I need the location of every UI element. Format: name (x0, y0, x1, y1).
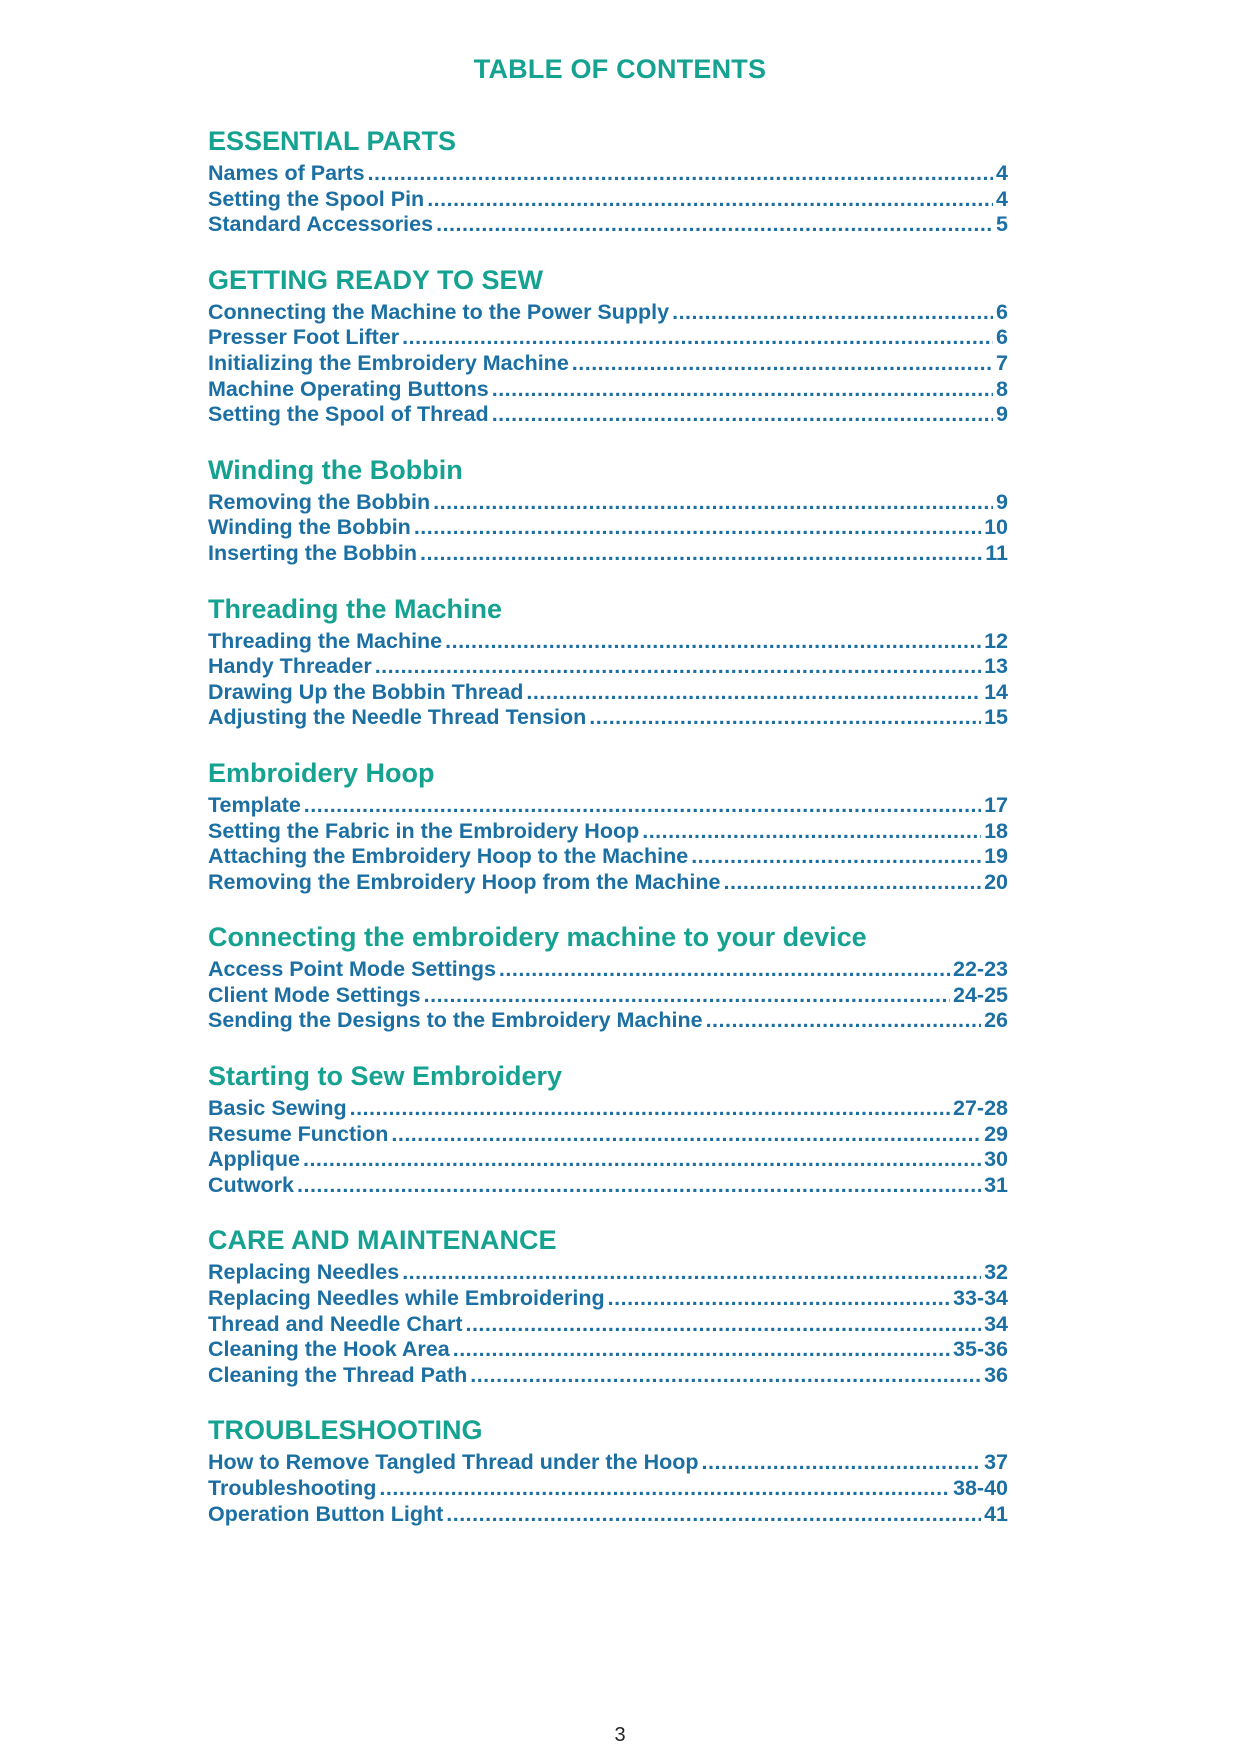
entry-page-number: 11 (985, 540, 1008, 565)
toc-entry[interactable] (208, 325, 1008, 351)
entry-page-number: 33-34 (953, 1286, 1008, 1311)
toc-entry[interactable] (208, 819, 1008, 845)
entry-title: Threading the Machine (208, 628, 443, 653)
entry-title: Adjusting the Needle Thread Tension (208, 705, 587, 730)
entry-page-number: 15 (984, 705, 1008, 730)
dot-leader (436, 212, 993, 237)
entry-title: Troubleshooting (208, 1476, 377, 1500)
section-heading: GETTING READY TO SEW (208, 264, 544, 295)
dot-leader (402, 1260, 981, 1285)
dot-leader (492, 402, 993, 427)
toc-entry[interactable] (208, 300, 1008, 326)
entry-title: Basic Sewing (208, 1096, 347, 1121)
entry-title: Resume Function (208, 1121, 389, 1146)
entry-title: Machine Operating Buttons (208, 376, 489, 401)
dot-leader (297, 1173, 981, 1198)
entry-title: Cleaning the Hook Area (208, 1337, 450, 1362)
entry-title: Connecting the Machine to the Power Supply (208, 299, 670, 324)
toc-entry[interactable] (208, 1260, 1008, 1286)
section-heading: Winding the Bobbin (208, 454, 463, 485)
toc-entry[interactable] (208, 1173, 1008, 1199)
toc-section-embroidery-hoop (208, 756, 1008, 895)
toc-entry[interactable] (208, 870, 1008, 896)
entry-page-number: 26 (984, 1008, 1008, 1033)
entry-title: Presser Foot Lifter (208, 325, 400, 350)
entry-page-number: 36 (984, 1362, 1008, 1387)
section-heading: ESSENTIAL PARTS (208, 126, 457, 156)
entry-page-number: 34 (984, 1311, 1008, 1336)
dot-leader (445, 629, 981, 654)
entry-title: Winding the Bobbin (208, 515, 411, 540)
entry-title: Names of Parts (208, 161, 365, 185)
toc-section-threading (208, 592, 1008, 731)
dot-leader (642, 819, 981, 844)
dot-leader (420, 541, 982, 566)
entry-page-number: 13 (984, 654, 1008, 679)
toc-entry[interactable] (208, 1008, 1008, 1034)
dot-leader (572, 351, 993, 376)
entry-title: Cleaning the Thread Path (208, 1362, 468, 1387)
toc-entry[interactable] (208, 705, 1008, 731)
entry-page-number: 30 (984, 1147, 1008, 1172)
dot-leader (304, 793, 981, 818)
section-heading: Threading the Machine (208, 593, 503, 624)
dot-leader (379, 1476, 950, 1501)
entry-page-number: 19 (984, 844, 1008, 869)
dot-leader (391, 1122, 981, 1147)
toc-entry[interactable] (208, 541, 1008, 567)
dot-leader (702, 1450, 982, 1475)
toc-entry[interactable] (208, 351, 1008, 377)
toc-section-getting-ready (208, 263, 1008, 428)
entry-page-number: 14 (984, 679, 1008, 704)
toc-entry[interactable] (208, 1476, 1008, 1502)
section-heading: Embroidery Hoop (208, 757, 435, 788)
entry-page-number: 9 (996, 402, 1008, 427)
toc-entry[interactable] (208, 680, 1008, 706)
toc-entry[interactable] (208, 957, 1008, 983)
dot-leader (723, 870, 981, 895)
dot-leader (526, 680, 981, 705)
toc-entry[interactable] (208, 402, 1008, 428)
entry-title: Replacing Needles while Embroidering (208, 1286, 605, 1311)
page-title: TABLE OF CONTENTS (473, 54, 767, 84)
dot-leader (499, 957, 950, 982)
entry-page-number: 12 (984, 628, 1008, 653)
toc-entry[interactable] (208, 793, 1008, 819)
entry-page-number: 7 (996, 350, 1008, 375)
dot-leader (414, 515, 981, 540)
entry-title: How to Remove Tangled Thread under the Hoop (208, 1450, 699, 1475)
entry-title: Access Point Mode Settings (208, 957, 496, 982)
entry-title: Setting the Spool of Thread (208, 402, 489, 427)
dot-leader (433, 490, 993, 515)
entry-title: Handy Threader (208, 654, 372, 679)
section-heading: TROUBLESHOOTING (208, 1415, 483, 1446)
dot-leader (672, 300, 993, 325)
entry-title: Initializing the Embroidery Machine (208, 350, 569, 375)
table-of-contents (208, 124, 1008, 1552)
toc-entry[interactable] (208, 983, 1008, 1009)
toc-section-troubleshooting (208, 1413, 1008, 1527)
entry-page-number: 41 (984, 1501, 1008, 1526)
toc-section-winding-bobbin (208, 453, 1008, 567)
entry-title: Cutwork (208, 1172, 294, 1197)
dot-leader (608, 1286, 950, 1311)
entry-page-number: 4 (996, 161, 1008, 185)
toc-section-starting-to-sew (208, 1059, 1008, 1198)
toc-entry[interactable] (208, 844, 1008, 870)
entry-title: Replacing Needles (208, 1260, 400, 1285)
entry-title: Removing the Embroidery Hoop from the Machine (208, 869, 721, 894)
toc-entry[interactable] (208, 1147, 1008, 1173)
entry-page-number: 22-23 (953, 957, 1008, 982)
toc-entry[interactable] (208, 1286, 1008, 1312)
toc-entry[interactable] (208, 515, 1008, 541)
dot-leader (453, 1337, 950, 1362)
entry-page-number: 17 (984, 792, 1008, 817)
toc-entry[interactable] (208, 1122, 1008, 1148)
entry-page-number: 9 (996, 489, 1008, 514)
entry-page-number: 29 (984, 1121, 1008, 1146)
toc-entry[interactable] (208, 654, 1008, 680)
toc-entry[interactable] (208, 377, 1008, 403)
section-heading: Starting to Sew Embroidery (208, 1061, 563, 1092)
dot-leader (368, 161, 993, 186)
dot-leader (446, 1502, 981, 1527)
toc-entry[interactable] (208, 1502, 1008, 1528)
toc-entry[interactable] (208, 629, 1008, 655)
entry-page-number: 31 (984, 1172, 1008, 1197)
toc-entry[interactable] (208, 1096, 1008, 1122)
entry-title: Standard Accessories (208, 212, 434, 237)
toc-section-connecting-device (208, 920, 1008, 1034)
entry-page-number: 32 (984, 1260, 1008, 1285)
dot-leader (492, 377, 993, 402)
dot-leader (303, 1147, 981, 1172)
entry-title: Thread and Needle Chart (208, 1311, 463, 1336)
entry-page-number: 6 (996, 325, 1008, 350)
toc-section-care-maintenance (208, 1223, 1008, 1388)
entry-page-number: 10 (984, 515, 1008, 540)
toc-entry[interactable] (208, 1337, 1008, 1363)
toc-entry[interactable] (208, 212, 1008, 238)
entry-title: Template (208, 792, 301, 817)
toc-entry[interactable] (208, 1363, 1008, 1389)
toc-entry[interactable] (208, 1312, 1008, 1338)
toc-entry[interactable] (208, 1450, 1008, 1476)
dot-leader (427, 187, 993, 212)
toc-section-essential-parts (208, 124, 1008, 238)
section-heading: Connecting the embroidery machine to your device (208, 922, 867, 953)
toc-entry[interactable] (208, 490, 1008, 516)
entry-page-number: 35-36 (953, 1337, 1008, 1362)
entry-title: Sending the Designs to the Embroidery Machine (208, 1008, 703, 1033)
dot-leader (402, 325, 993, 350)
entry-page-number: 5 (996, 212, 1008, 237)
entry-page-number: 4 (996, 186, 1008, 211)
entry-title: Operation Button Light (208, 1501, 444, 1526)
entry-page-number: 20 (984, 869, 1008, 894)
entry-page-number: 18 (984, 818, 1008, 843)
dot-leader (706, 1008, 982, 1033)
toc-entry[interactable] (208, 161, 1008, 187)
toc-entry[interactable] (208, 187, 1008, 213)
dot-leader (465, 1312, 981, 1337)
entry-page-number: 24-25 (953, 982, 1008, 1007)
entry-title: Applique (208, 1147, 300, 1172)
entry-page-number: 38-40 (953, 1476, 1008, 1500)
entry-title: Inserting the Bobbin (208, 540, 418, 565)
entry-title: Client Mode Settings (208, 982, 421, 1007)
dot-leader (589, 705, 981, 730)
page-number: 3 (614, 1724, 626, 1746)
entry-title: Removing the Bobbin (208, 489, 431, 514)
entry-title: Drawing Up the Bobbin Thread (208, 679, 524, 704)
entry-title: Setting the Fabric in the Embroidery Hoop (208, 818, 640, 843)
entry-title: Attaching the Embroidery Hoop to the Machine (208, 844, 689, 869)
dot-leader (470, 1363, 981, 1388)
entry-page-number: 27-28 (953, 1096, 1008, 1121)
section-heading: CARE AND MAINTENANCE (208, 1225, 557, 1256)
entry-page-number: 6 (996, 299, 1008, 324)
entry-page-number: 37 (984, 1450, 1008, 1475)
dot-leader (350, 1096, 950, 1121)
dot-leader (691, 844, 981, 869)
entry-title: Setting the Spool Pin (208, 186, 425, 211)
dot-leader (375, 654, 981, 679)
dot-leader (424, 983, 950, 1008)
entry-page-number: 8 (996, 376, 1008, 401)
